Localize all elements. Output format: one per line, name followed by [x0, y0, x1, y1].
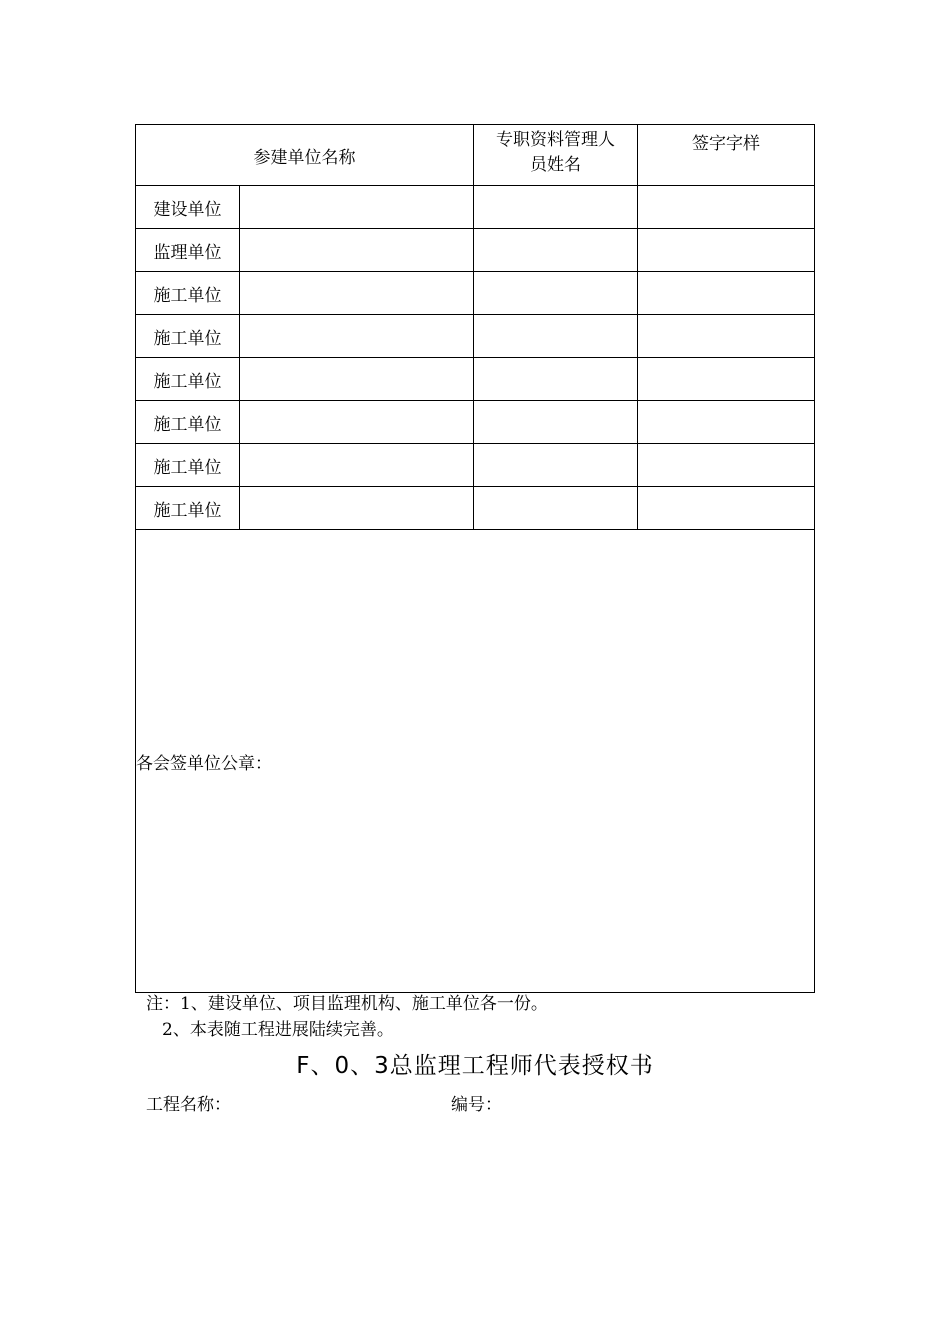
unit-name-cell[interactable] [240, 272, 474, 315]
unit-type-cell: 施工单位 [136, 272, 240, 315]
staff-name-cell[interactable] [474, 229, 638, 272]
unit-name-cell[interactable] [240, 444, 474, 487]
signature-cell[interactable] [638, 272, 815, 315]
header-unit-name: 参建单位名称 [136, 125, 474, 186]
staff-name-cell[interactable] [474, 444, 638, 487]
note-1: 注：1、建设单位、项目监理机构、施工单位各一份。 [146, 994, 548, 1014]
unit-name-cell[interactable] [240, 358, 474, 401]
unit-type-cell: 监理单位 [136, 229, 240, 272]
unit-type-cell: 施工单位 [136, 315, 240, 358]
staff-name-cell[interactable] [474, 401, 638, 444]
stamp-label: 各会签单位公章： [136, 753, 272, 774]
number-label: 编号： [451, 1095, 502, 1115]
signature-cell[interactable] [638, 186, 815, 229]
unit-name-cell[interactable] [240, 487, 474, 530]
unit-name-cell[interactable] [240, 186, 474, 229]
staff-name-cell[interactable] [474, 487, 638, 530]
unit-name-cell[interactable] [240, 401, 474, 444]
table-row [136, 315, 815, 358]
staff-name-cell[interactable] [474, 186, 638, 229]
table-row [136, 444, 815, 487]
section-title: F、0、3总监理工程师代表授权书 [296, 1053, 654, 1079]
note-2: 2、本表随工程进展陆续完善。 [162, 1020, 394, 1040]
table-row [136, 487, 815, 530]
stamp-area[interactable] [136, 530, 815, 993]
unit-type-cell: 建设单位 [136, 186, 240, 229]
staff-name-cell[interactable] [474, 315, 638, 358]
table-row [136, 358, 815, 401]
unit-name-cell[interactable] [240, 229, 474, 272]
signature-cell[interactable] [638, 444, 815, 487]
staff-name-cell[interactable] [474, 272, 638, 315]
table-row [136, 229, 815, 272]
table-row [136, 186, 815, 229]
signature-cell[interactable] [638, 315, 815, 358]
unit-type-cell: 施工单位 [136, 358, 240, 401]
unit-type-cell: 施工单位 [136, 444, 240, 487]
signature-cell[interactable] [638, 401, 815, 444]
header-signature: 签字字样 [638, 125, 815, 186]
table-header-row [136, 125, 815, 186]
staff-registration-table [135, 124, 815, 993]
staff-name-cell[interactable] [474, 358, 638, 401]
stamp-row [136, 530, 815, 993]
table-row [136, 272, 815, 315]
unit-type-cell: 施工单位 [136, 487, 240, 530]
table-row [136, 401, 815, 444]
unit-name-cell[interactable] [240, 315, 474, 358]
project-name-label: 工程名称： [146, 1095, 231, 1115]
header-staff-name: 专职资料管理人员姓名 [474, 125, 638, 186]
unit-type-cell: 施工单位 [136, 401, 240, 444]
signature-cell[interactable] [638, 229, 815, 272]
signature-cell[interactable] [638, 358, 815, 401]
signature-cell[interactable] [638, 487, 815, 530]
